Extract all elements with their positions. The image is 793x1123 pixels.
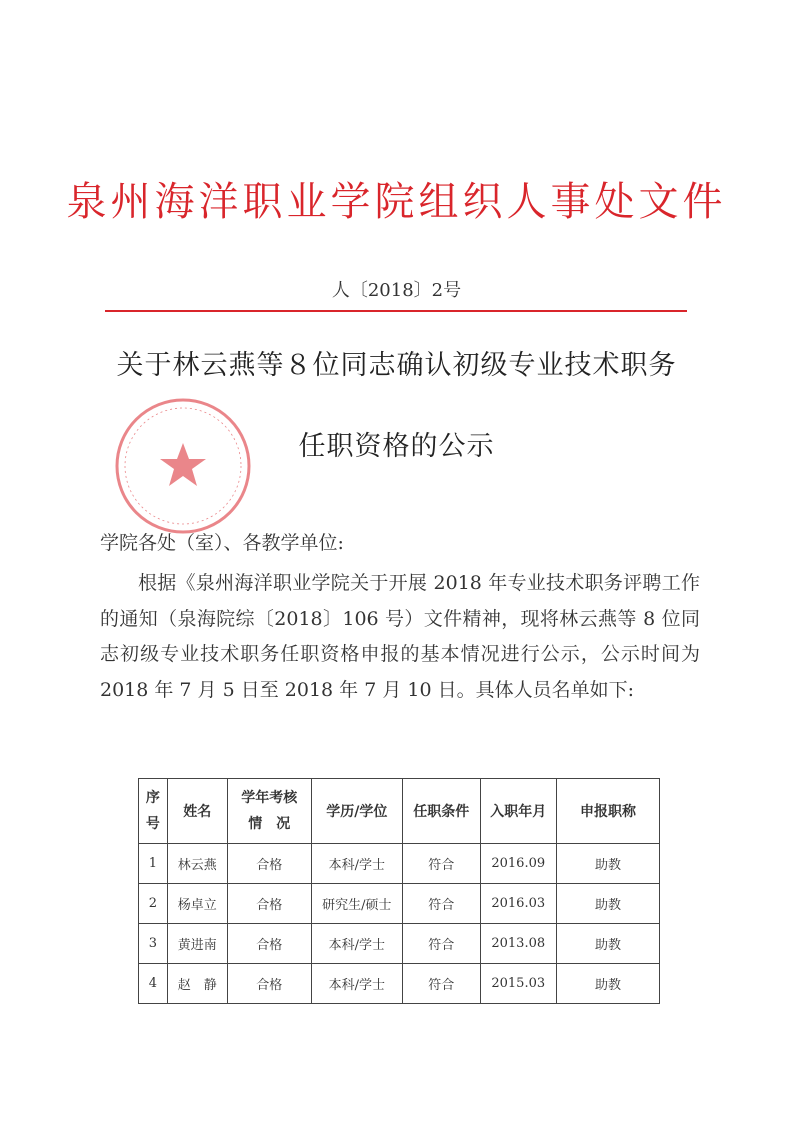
cell-education: 本科/学士 xyxy=(311,844,402,884)
cell-education: 本科/学士 xyxy=(311,964,402,1004)
cell-entry-date: 2016.09 xyxy=(480,844,556,884)
cell-name: 杨卓立 xyxy=(167,884,227,924)
document-number: 人〔2018〕2号 xyxy=(331,280,462,301)
cell-no: 1 xyxy=(139,844,168,884)
header-condition: 任职条件 xyxy=(402,779,480,844)
red-divider xyxy=(105,310,687,312)
cell-entry-date: 2013.08 xyxy=(480,924,556,964)
page-title-line-1: 关于林云燕等８位同志确认初级专业技术职务 xyxy=(116,350,677,381)
header-no: 序 号 xyxy=(139,779,168,844)
header-name: 姓名 xyxy=(167,779,227,844)
page-title-line-2: 任职资格的公示 xyxy=(298,431,495,462)
cell-entry-date: 2016.03 xyxy=(480,884,556,924)
cell-kaohe: 合格 xyxy=(227,964,311,1004)
cell-education: 研究生/硕士 xyxy=(311,884,402,924)
cell-education: 本科/学士 xyxy=(311,924,402,964)
cell-name: 黄进南 xyxy=(167,924,227,964)
cell-title: 助教 xyxy=(556,884,659,924)
table-row xyxy=(139,964,660,1004)
cell-name: 林云燕 xyxy=(167,844,227,884)
cell-kaohe: 合格 xyxy=(227,844,311,884)
candidate-table xyxy=(138,778,660,1004)
table-header-row xyxy=(139,779,660,844)
cell-condition: 符合 xyxy=(402,844,480,884)
header-title: 申报职称 xyxy=(556,779,659,844)
cell-no: 2 xyxy=(139,884,168,924)
cell-condition: 符合 xyxy=(402,884,480,924)
cell-title: 助教 xyxy=(556,964,659,1004)
header-entry-date: 入职年月 xyxy=(480,779,556,844)
cell-kaohe: 合格 xyxy=(227,884,311,924)
official-seal xyxy=(112,395,254,537)
table-row xyxy=(139,844,660,884)
header-kaohe: 学年考核 情 况 xyxy=(227,779,311,844)
cell-condition: 符合 xyxy=(402,924,480,964)
body-paragraph: 根据《泉州海洋职业学院关于开展 2018 年专业技术职务评聘工作的通知（泉海院综〔2018〕106 号）文件精神，现将林云燕等 8 位同志初级专业技术职务任职资格申报的基本情况进行公示，公示时间为 2018 年 7 月 5 日至 2018 年 7 月 10 日。具体人员名单如下: xyxy=(100,572,700,701)
cell-condition: 符合 xyxy=(402,964,480,1004)
cell-entry-date: 2015.03 xyxy=(480,964,556,1004)
header-education: 学历/学位 xyxy=(311,779,402,844)
cell-title: 助教 xyxy=(556,844,659,884)
cell-title: 助教 xyxy=(556,924,659,964)
cell-kaohe: 合格 xyxy=(227,924,311,964)
table-row xyxy=(139,924,660,964)
org-header: 泉州海洋职业学院组织人事处文件 xyxy=(66,179,727,225)
cell-name: 赵 静 xyxy=(167,964,227,1004)
cell-no: 3 xyxy=(139,924,168,964)
salutation: 学院各处（室）、各教学单位: xyxy=(100,532,344,554)
table-row xyxy=(139,884,660,924)
cell-no: 4 xyxy=(139,964,168,1004)
